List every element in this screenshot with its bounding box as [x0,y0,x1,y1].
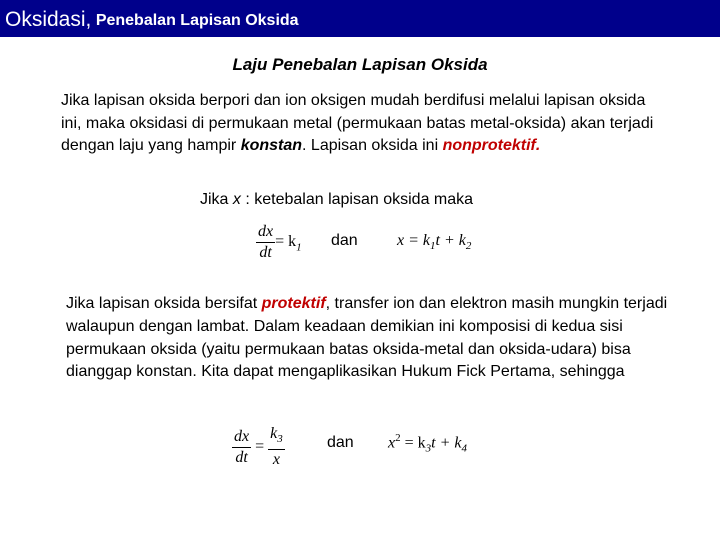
definition-sentence [200,191,473,209]
para2-text1: Jika lapisan oksida bersifat [66,295,262,312]
eq4-sub1: 3 [425,442,432,455]
eq1-rhs: = k [275,233,297,251]
eq3-den2: x [272,451,280,469]
eq3-num2: k [270,425,278,442]
para2-text2: , transfer ion dan elektron masih mungkin terjadi walaupun dengan lambat. Dalam keadaan demikian ini komposisi di kedua sisi permukaan oksida (yaitu permukaan batas oksida-metal dan oksida-udara) bisa dianggap konstan. Kita dapat mengaplikasikan Hukum Fick Pertama, sehingga [66,295,668,381]
eq2-lhs: x = k [397,232,430,249]
equation-parabolic-thickness [388,432,467,455]
eq3-equals: = [255,437,265,455]
paragraph-nonprotective [61,90,661,158]
para1-text2: . Lapisan oksida ini [302,137,443,154]
equation-linear-rate [256,222,302,263]
eq2-mid: t + k [435,232,466,249]
eq2-sub1: 1 [430,240,436,253]
para2-emph-protektif: protektif [261,295,326,312]
eq4-sup: 2 [395,432,401,444]
eq1-num: dx [256,222,275,243]
fraction-dx-dt-2 [232,427,251,468]
eq3-num: dx [232,427,251,448]
eq2-sub2: 2 [465,240,472,253]
sentence-part1: Jika [200,191,233,208]
section-heading: Laju Penebalan Lapisan Oksida [232,55,488,74]
fraction-dx-dt [256,222,275,263]
equation-parabolic-rate [232,424,285,470]
eq1-den: dt [259,244,272,261]
equation-linear-thickness [397,232,471,252]
title-bar [0,0,720,37]
fraction-k3-x [268,424,285,470]
eq3-den: dt [235,448,248,466]
eq4-mid: = k [400,434,426,452]
sentence-var: x [232,191,241,208]
paragraph-protective [66,293,676,384]
eq1-sub: 1 [296,241,302,254]
sentence-part2: : ketebalan lapisan oksida maka [240,191,474,208]
para1-emph-konstan: konstan [240,137,303,154]
eq4-x: x [388,434,396,452]
eq3-num2-sub: 3 [277,433,283,446]
connector-dan-2: dan [327,434,354,451]
para1-emph-nonprotektif: nonprotektif. [442,137,541,154]
connector-dan-1: dan [331,232,358,249]
eq4-sub2: 4 [461,442,467,455]
title-main: Oksidasi, [5,8,92,31]
title-sub: Penebalan Lapisan Oksida [95,12,299,29]
eq4-mid2: t + k [431,434,462,452]
para1-text1: Jika lapisan oksida berpori dan ion oksigen mudah berdifusi melalui lapisan oksida ini, maka oksidasi di permukaan metal (permukaan batas metal-oksida) akan terjadi dengan laju yang hampir [61,92,654,154]
